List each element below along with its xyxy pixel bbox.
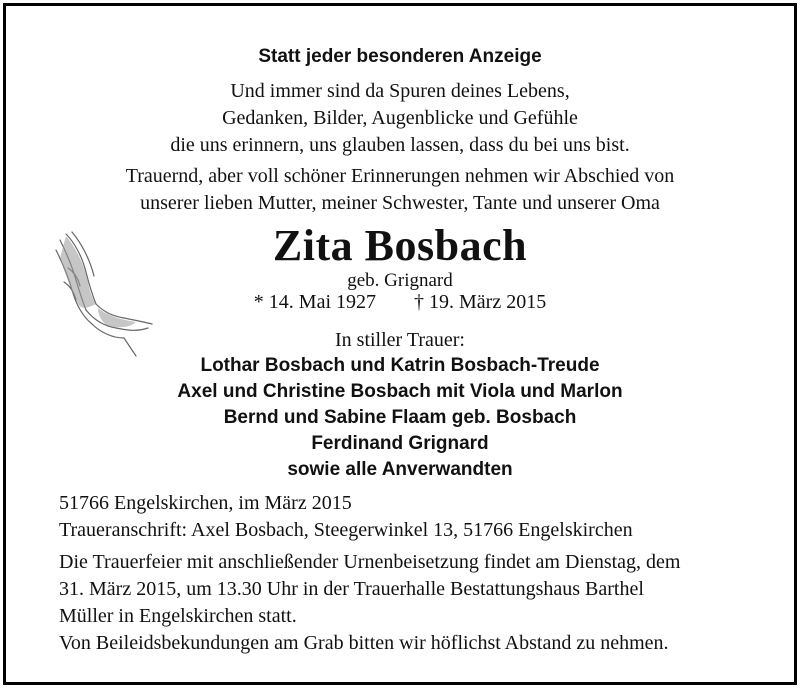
mourner-line: Ferdinand Grignard bbox=[311, 433, 489, 454]
obituary-notice bbox=[3, 3, 797, 685]
funeral-info-line: 31. März 2015, um 13.30 Uhr in der Trauerhalle Bestattungshaus Barthel bbox=[59, 578, 644, 600]
poem-line: die uns erinnern, uns glauben lassen, dass du bei uns bist. bbox=[170, 134, 630, 156]
mourners-list bbox=[6, 353, 794, 483]
funeral-info-line: Müller in Engelskirchen statt. bbox=[59, 605, 297, 627]
intro-line: Trauernd, aber voll schöner Erinnerungen nehmen wir Abschied von bbox=[125, 165, 675, 187]
life-dates bbox=[6, 291, 794, 314]
mourning-label: In stiller Trauer: bbox=[335, 329, 465, 351]
mourner-line: Bernd und Sabine Flaam geb. Bosbach bbox=[223, 407, 577, 428]
funeral-info bbox=[59, 549, 680, 657]
mourner-line: Lothar Bosbach und Katrin Bosbach-Treude bbox=[200, 355, 600, 376]
mourning-address: Traueranschrift: Axel Bosbach, Steegerwinkel 13, 51766 Engelskirchen bbox=[59, 519, 633, 541]
intro-line: unserer lieben Mutter, meiner Schwester, Tante und unserer Oma bbox=[140, 192, 660, 214]
mourner-line: Axel und Christine Bosbach mit Viola und Marlon bbox=[177, 381, 623, 402]
poem-line: Und immer sind da Spuren deines Lebens, bbox=[230, 80, 570, 102]
funeral-info-line: Die Trauerfeier mit anschließender Urnenbeisetzung findet am Dienstag, dem bbox=[59, 551, 681, 573]
intro-text bbox=[6, 163, 794, 217]
funeral-info-line: Von Beileidsbekundungen am Grab bitten wir höflichst Abstand zu nehmen. bbox=[59, 632, 669, 654]
deceased-name: Zita Bosbach bbox=[272, 221, 528, 270]
poem-line: Gedanken, Bilder, Augenblicke und Gefühle bbox=[222, 107, 578, 129]
poem bbox=[6, 78, 794, 159]
place-date: 51766 Engelskirchen, im März 2015 bbox=[59, 492, 352, 514]
notice-heading: Statt jeder besonderen Anzeige bbox=[258, 46, 542, 67]
birth-name: geb. Grignard bbox=[347, 270, 453, 291]
place-and-address bbox=[59, 490, 633, 544]
mourner-line: sowie alle Anverwandten bbox=[287, 459, 513, 480]
death-date: † 19. März 2015 bbox=[414, 291, 547, 313]
birth-date: * 14. Mai 1927 bbox=[253, 291, 376, 313]
